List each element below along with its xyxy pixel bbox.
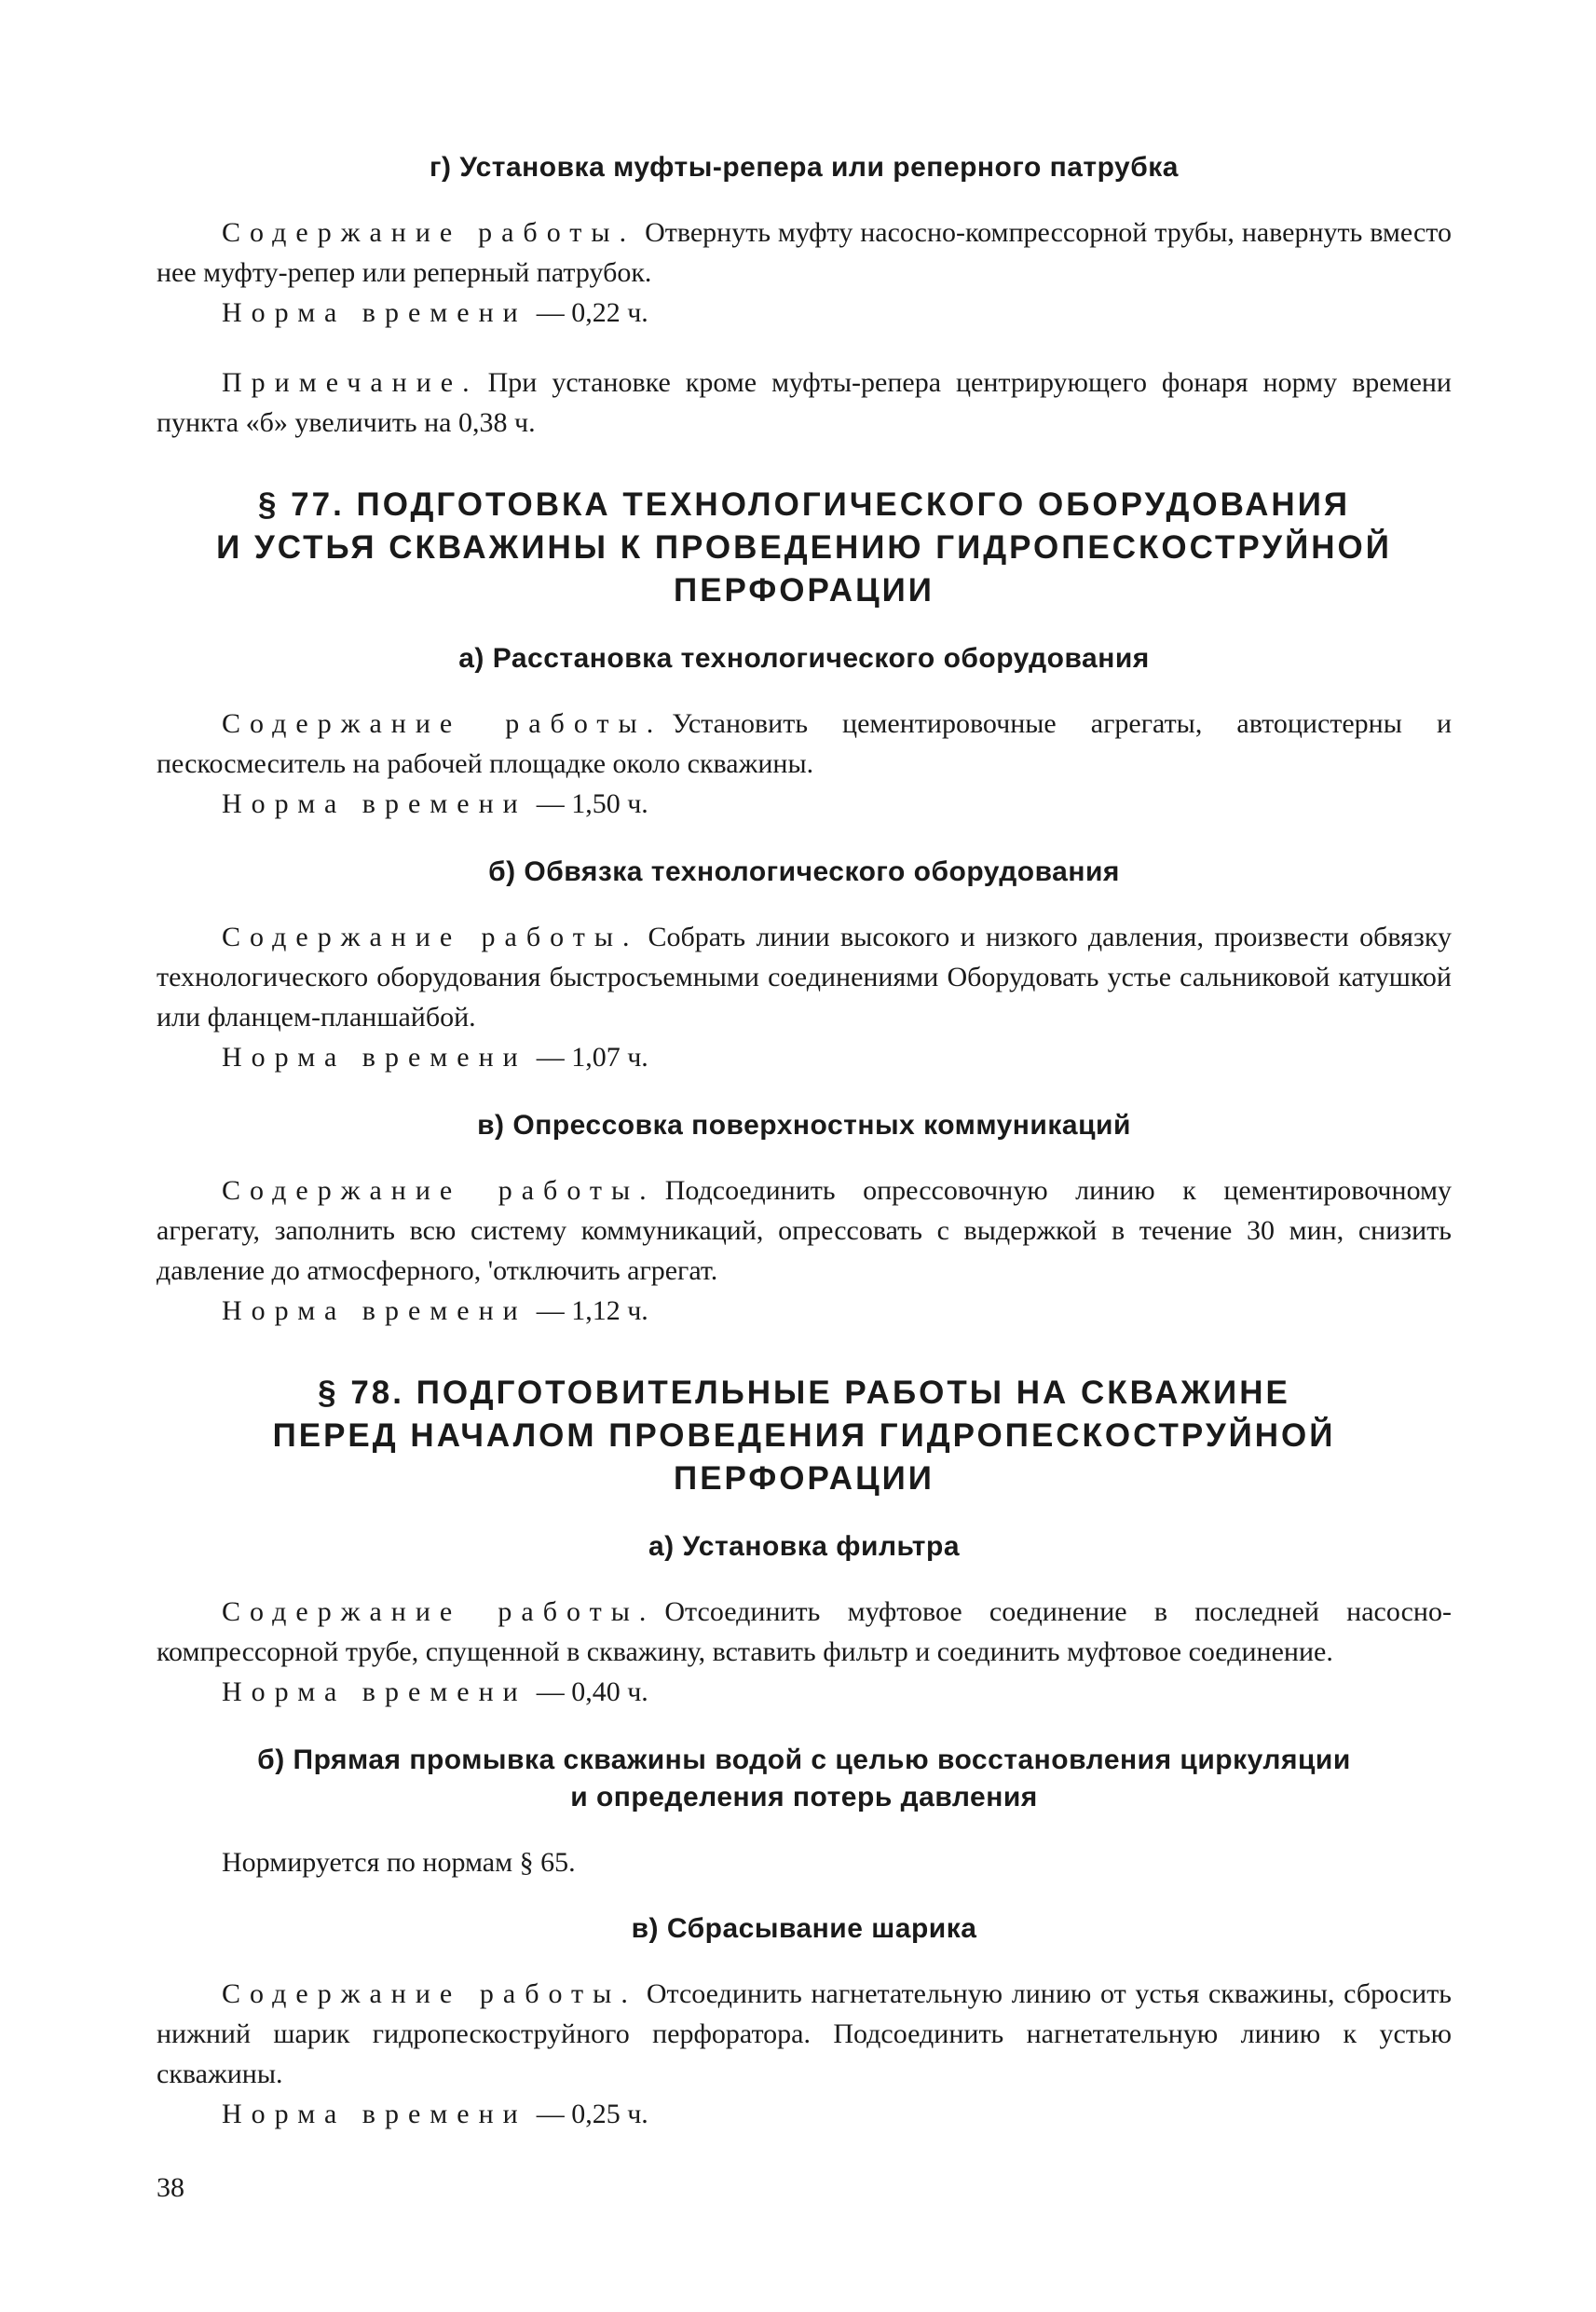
paragraph-text: Отсоединить нагнетательную линию от устья скважины, сбросить нижний шарик гидропескоструйного перфоратора. Подсоединить нагнетательную линию к устью скважины.: [157, 1978, 1452, 2089]
time-norm: [157, 293, 1452, 333]
time-norm: [157, 784, 1452, 824]
spaced-lead: Содержание работы.: [222, 1175, 656, 1206]
time-norm: [157, 2094, 1452, 2134]
spaced-lead: Содержание работы.: [222, 1978, 637, 2009]
spaced-lead: Содержание работы.: [222, 217, 636, 248]
page-number: 38: [157, 2172, 184, 2203]
spaced-lead: Норма времени: [222, 297, 527, 328]
spaced-lead: Норма времени: [222, 788, 527, 819]
spaced-lead: Норма времени: [222, 1042, 527, 1073]
spaced-lead: Содержание работы.: [222, 1596, 656, 1627]
paragraph-work-content: [157, 917, 1452, 1037]
paragraph-text: Отсоединить муфтовое соединение в последней насосно-компрессорной трубе, спущенной в скважину, вставить фильтр и соединить муфтовое соединение.: [157, 1596, 1452, 1667]
norm-value: — 0,22 ч.: [536, 297, 648, 328]
document-page: [157, 149, 1452, 2164]
spaced-lead: Содержание работы.: [222, 708, 663, 739]
norm-value: — 1,07 ч.: [536, 1042, 648, 1073]
subheading-v-pressure-test: в) Опрессовка поверхностных коммуникаций: [477, 1110, 1131, 1141]
time-norm: [157, 1291, 1452, 1331]
spaced-lead: Содержание работы.: [222, 922, 639, 952]
paragraph-text: Установить цементировочные агрегаты, автоцистерны и пескосмеситель на рабочей площадке около скважины.: [157, 708, 1452, 779]
time-norm: [157, 1037, 1452, 1077]
paragraph-text: Отвернуть муфту насосно-компрессорной трубы, навернуть вместо нее муфту-репер или реперный патрубок.: [157, 217, 1452, 288]
subheading-b-piping: б) Обвязка технологического оборудования: [488, 856, 1120, 887]
subheading-a-filter: а) Установка фильтра: [648, 1531, 961, 1562]
section-heading-78: [157, 1372, 1452, 1500]
norm-value: — 0,40 ч.: [536, 1676, 648, 1707]
note-paragraph: [157, 363, 1452, 443]
paragraph-work-content: [157, 212, 1452, 293]
subheading-line: и определения потерь давления: [570, 1782, 1038, 1813]
norm-value: — 1,50 ч.: [536, 788, 648, 819]
section-heading-77: [157, 484, 1452, 612]
paragraph-work-content: [157, 704, 1452, 784]
paragraph-text: При установке кроме муфты-репера центрирующего фонаря норму времени пункта «б» увеличить на 0,38 ч.: [157, 367, 1452, 438]
paragraph-text: Собрать линии высокого и низкого давления, произвести обвязку технологического оборудования быстросъемными соединениями Оборудовать устье сальниковой катушкой или фланцем-планшайбой.: [157, 922, 1452, 1033]
section-heading-line: ПЕРЕД НАЧАЛОМ ПРОВЕДЕНИЯ ГИДРОПЕСКОСТРУЙНОЙ: [272, 1417, 1336, 1454]
spaced-lead: Норма времени: [222, 1295, 527, 1326]
plain-paragraph: Нормируется по нормам § 65.: [222, 1847, 576, 1878]
paragraph-work-content: [157, 1592, 1452, 1672]
time-norm: [157, 1672, 1452, 1712]
spaced-lead: Норма времени: [222, 2099, 527, 2129]
section-heading-line: И УСТЬЯ СКВАЖИНЫ К ПРОВЕДЕНИЮ ГИДРОПЕСКОСТРУЙНОЙ: [216, 529, 1392, 566]
paragraph-work-content: [157, 1974, 1452, 2094]
paragraph-work-content: [157, 1170, 1452, 1291]
subheading-a-placement: а) Расстановка технологического оборудования: [458, 643, 1150, 674]
norm-value: — 1,12 ч.: [536, 1295, 648, 1326]
section-heading-line: ПЕРФОРАЦИИ: [674, 572, 934, 609]
section-heading-line: § 78. ПОДГОТОВИТЕЛЬНЫЕ РАБОТЫ НА СКВАЖИНЕ: [318, 1375, 1290, 1411]
subheading-line: б) Прямая промывка скважины водой с целью восстановления циркуляции: [257, 1744, 1351, 1775]
section-heading-line: ПЕРФОРАЦИИ: [674, 1460, 934, 1497]
norm-value: — 0,25 ч.: [536, 2099, 648, 2129]
subheading-v-ball-drop: в) Сбрасывание шарика: [631, 1913, 977, 1944]
spaced-lead: Примечание.: [222, 367, 479, 398]
spaced-lead: Норма времени: [222, 1676, 527, 1707]
paragraph-text: Подсоединить опрессовочную линию к цементировочному агрегату, заполнить всю систему коммуникаций, опрессовать с выдержкой в течение 30 мин, снизить давление до атмосферного, 'отключить агрегат.: [157, 1175, 1452, 1286]
subheading-b-flushing: [157, 1742, 1452, 1816]
section-heading-line: § 77. ПОДГОТОВКА ТЕХНОЛОГИЧЕСКОГО ОБОРУДОВАНИЯ: [257, 486, 1351, 523]
subheading-g-reper: г) Установка муфты-репера или реперного патрубка: [430, 152, 1179, 183]
